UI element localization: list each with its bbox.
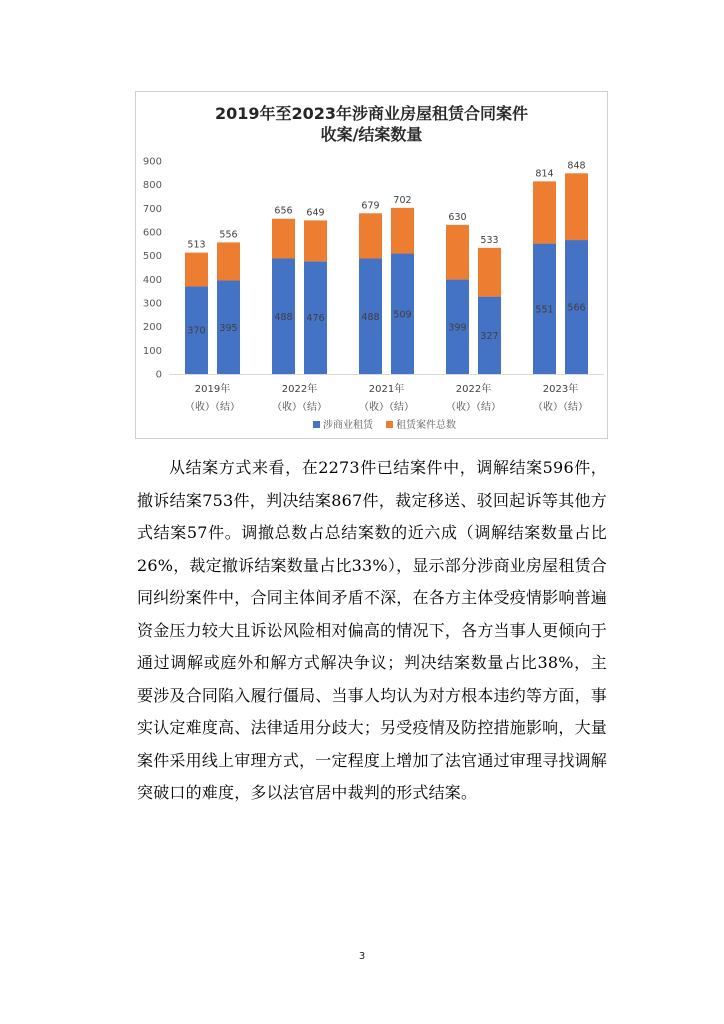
page-number: 3 xyxy=(358,951,366,962)
bar-data-label: 370 xyxy=(187,325,206,337)
chart-title: 2019年至2023年涉商业房屋租赁合同案件 xyxy=(214,104,529,123)
total-data-label: 649 xyxy=(306,207,325,219)
legend-label-total: 租赁案件总数 xyxy=(396,420,456,431)
total-data-label: 513 xyxy=(187,239,206,251)
x-group-label: 2022年 xyxy=(281,384,318,395)
bar-lease-total xyxy=(478,248,501,297)
bar-lease-total xyxy=(185,253,208,287)
total-data-label: 556 xyxy=(219,229,238,241)
total-data-label: 656 xyxy=(274,205,293,217)
bar-lease-total xyxy=(217,242,240,280)
total-data-label: 533 xyxy=(480,234,499,246)
chart-container xyxy=(135,91,608,439)
legend-swatch-commercial xyxy=(313,421,320,428)
body-text xyxy=(137,452,607,810)
bar-data-label: 509 xyxy=(393,309,412,321)
bar-lease-total xyxy=(272,219,295,259)
x-sub-label: （收）（结） xyxy=(359,402,414,413)
y-tick-label: 100 xyxy=(142,345,162,357)
body-paragraph: 从结案方式来看，在2273件已结案件中，调解结案596件，撤诉结案753件，判决结案867件，裁定移送、驳回起诉等其他方式结案57件。调撤总数占总结案数的近六成（调解结案数量占比26%，裁定撤诉结案数量占比33%），显示部分涉商业房屋租赁合同纠纷案件中，合同主体间矛盾不深，在各方主体受疫情影响普遍资金压力较大且诉讼风险相对偏高的情况下，各方当事人更倾向于通过调解或庭外和解方式解决争议；判决结案数量占比38%，主要涉及合同陷入履行僵局、当事人均认为对方根本违约等方面，事实认定难度高、法律适用分歧大；另受疫情及防控措施影响，大量案件采用线上审理方式，一定程度上增加了法官通过审理寻找调解突破口的难度，多以法官居中裁判的形式结案。 xyxy=(137,458,607,802)
y-tick-label: 300 xyxy=(142,298,162,310)
y-tick-label: 800 xyxy=(142,180,162,192)
x-sub-label: （收）（结） xyxy=(446,402,501,413)
x-group-label: 2023年 xyxy=(542,384,579,395)
x-group-label: 2019年 xyxy=(194,384,231,395)
bar-lease-total xyxy=(391,208,414,254)
stacked-bar-chart xyxy=(136,92,607,438)
bar-data-label: 551 xyxy=(535,304,554,316)
bar-data-label: 566 xyxy=(567,302,586,314)
y-tick-label: 400 xyxy=(142,274,162,286)
x-group-label: 2021年 xyxy=(368,384,405,395)
bar-lease-total xyxy=(304,220,327,261)
total-data-label: 848 xyxy=(567,160,586,172)
x-sub-label: （收）（结） xyxy=(272,402,327,413)
x-sub-label: （收）（结） xyxy=(533,402,588,413)
bar-data-label: 395 xyxy=(219,322,238,334)
bar-lease-total xyxy=(446,225,469,280)
total-data-label: 630 xyxy=(448,211,467,223)
total-data-label: 814 xyxy=(535,168,554,180)
y-tick-label: 900 xyxy=(142,156,162,168)
bar-data-label: 476 xyxy=(306,313,325,325)
y-tick-label: 200 xyxy=(142,322,162,334)
x-sub-label: （收）（结） xyxy=(185,402,240,413)
bar-lease-total xyxy=(565,173,588,240)
total-data-label: 679 xyxy=(361,200,380,212)
bar-data-label: 399 xyxy=(448,322,467,334)
legend-swatch-total xyxy=(386,421,393,428)
y-tick-label: 600 xyxy=(142,227,162,239)
bar-data-label: 488 xyxy=(361,311,380,323)
y-tick-label: 500 xyxy=(142,251,162,263)
total-data-label: 702 xyxy=(393,194,412,206)
x-group-label: 2022年 xyxy=(455,384,492,395)
legend-label-commercial: 涉商业租赁 xyxy=(323,420,373,431)
chart-subtitle: 收案/结案数量 xyxy=(320,125,423,144)
bar-data-label: 327 xyxy=(480,330,499,342)
y-tick-label: 0 xyxy=(155,369,162,381)
bar-lease-total xyxy=(533,181,556,243)
y-tick-label: 700 xyxy=(142,203,162,215)
bar-data-label: 488 xyxy=(274,311,293,323)
bar-lease-total xyxy=(359,213,382,258)
